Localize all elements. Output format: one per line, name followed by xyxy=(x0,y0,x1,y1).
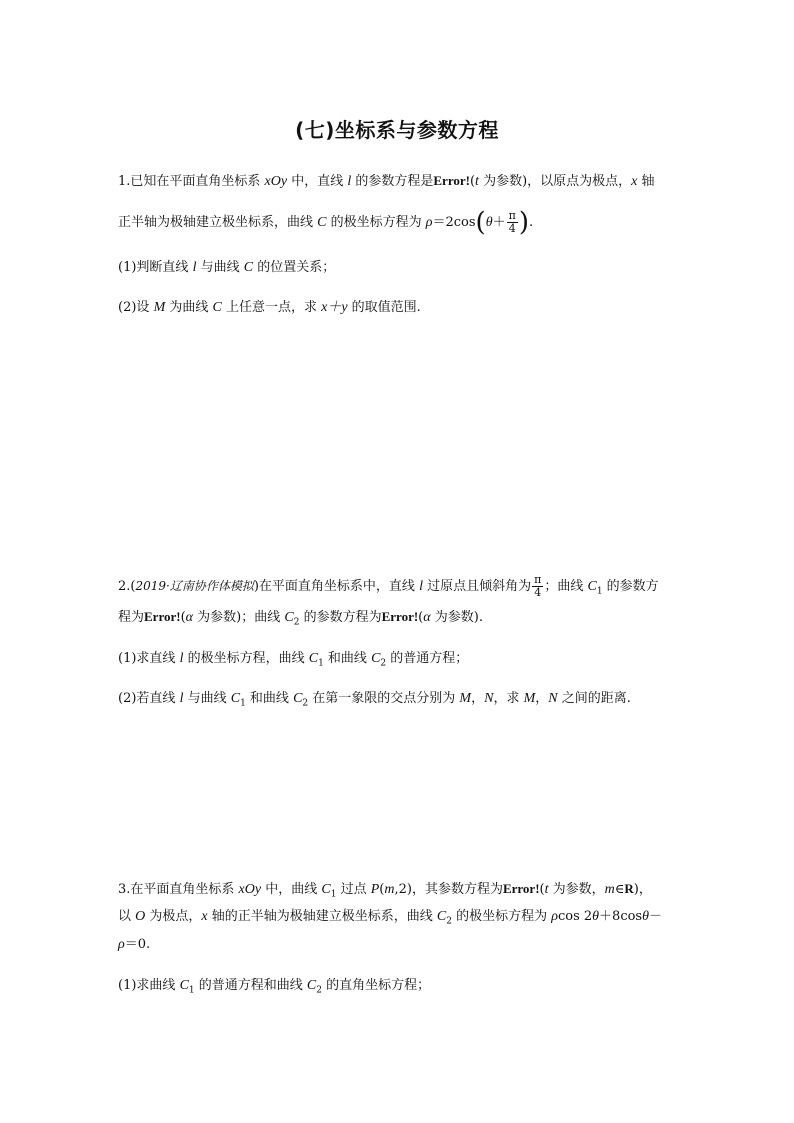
q2-line-1: 2.(2019·辽南协作体模拟)在平面直角坐标系中，直线 l 过原点且倾斜角为 $\frac{\pi}{4}$ ；曲线 $C_1$ 的参数方 xyxy=(118,573,659,599)
error-text: Error! xyxy=(381,609,419,624)
error-text: Error! xyxy=(433,173,470,188)
fraction-pi-over-4: $\frac{\pi}{4}$ xyxy=(508,209,516,235)
q3-line-1: 3.在平面直角坐标系 xOy 中，曲线 $C_1$ 过点 P(m,2)，其参数方程为Error!(t 为参数，m∈R)， xyxy=(118,881,652,900)
q2-line-2: 程为Error!(α 为参数)；曲线 $C_2$ 的参数方程为Error!(α 为参数). xyxy=(118,609,483,628)
error-text: Error! xyxy=(144,609,181,624)
q1-part-1: (1)判断直线 l 与曲线 C 的位置关系； xyxy=(118,260,336,275)
q1-part-2: (2)设 M 为曲线 C 上任意一点，求 x＋y 的取值范围. xyxy=(118,300,421,315)
page-title: (七)坐标系与参数方程 xyxy=(295,118,499,142)
q1-line-1: 1.已知在平面直角坐标系 xOy 中，直线 l 的参数方程是Error!(t 为参数)，以原点为极点，x 轴 xyxy=(118,173,655,189)
fraction-pi-over-4: $\frac{\pi}{4}$ xyxy=(534,573,542,599)
q3-line-2: 以 O 为极点，x 轴的正半轴为极轴建立极坐标系，曲线 $C_2$ 的极坐标方程为 ρcos 2θ＋8cosθ－ xyxy=(118,909,663,927)
q1-line-2: 正半轴为极轴建立极坐标系，曲线 C 的极坐标方程为 ρ＝2cos(θ＋ $\frac{\pi}{4}$ ). xyxy=(118,207,534,238)
q2-part-1: (1)求直线 l 的极坐标方程，曲线 $C_1$ 和曲线 $C_2$ 的普通方程； xyxy=(118,651,469,669)
source-label: 2019·辽南协作体模拟 xyxy=(135,579,254,593)
q2-part-2: (2)若直线 l 与曲线 $C_1$ 和曲线 $C_2$ 在第一象限的交点分别为 M，N，求 M，N 之间的距离. xyxy=(118,691,631,709)
q3-part-1: (1)求曲线 $C_1$ 的普通方程和曲线 $C_2$ 的直角坐标方程； xyxy=(118,978,431,996)
q3-line-3: ρ＝0. xyxy=(118,937,151,952)
error-text: Error! xyxy=(502,881,540,896)
